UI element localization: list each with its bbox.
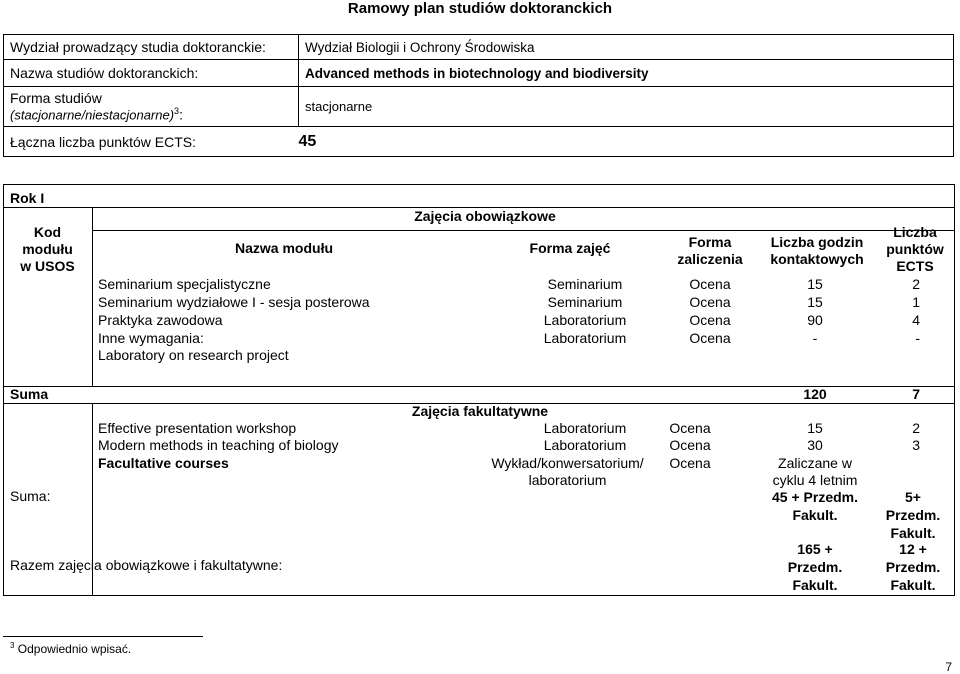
study-info-table — [3, 34, 954, 157]
credit-header: Forma zaliczenia — [677, 234, 743, 267]
page-number: 7 — [945, 660, 952, 674]
study-form-label: Forma studiów (stacjonarne/niestacjonarne)$^3$: — [4, 87, 299, 127]
mandatory-header: Zajęcia obowiązkowe — [414, 208, 556, 224]
module-header: Nazwa modułu — [235, 240, 334, 256]
faculty-label: Wydział prowadzący studia doktoranckie: — [4, 35, 299, 60]
faculty-value: Wydział Biologii i Ochrony Środowiska — [299, 35, 954, 60]
study-form-value: stacjonarne — [299, 87, 954, 127]
code-header: Kod modułu w USOS — [20, 224, 75, 274]
study-name-label: Nazwa studiów doktoranckich: — [4, 60, 299, 87]
form-header: Forma zajęć — [529, 240, 611, 256]
optional-header: Zajęcia fakultatywne — [411, 403, 549, 419]
study-name-value: Advanced methods in biotechnology and biodiversity — [299, 60, 954, 87]
footnote: $^3$ Odpowiednio wpisać. — [10, 641, 132, 656]
ects-total-label: Łączna liczba punktów ECTS: — [4, 127, 299, 157]
year-label: Rok I — [10, 190, 45, 206]
hours-header: Liczba godzin kontaktowych — [770, 234, 864, 267]
ects-header: Liczba punktów ECTS — [886, 224, 944, 274]
page-title: Ramowy plan studiów doktoranckich — [347, 0, 613, 17]
ects-total-value: 45 — [299, 127, 954, 157]
footnote-divider — [3, 636, 203, 637]
